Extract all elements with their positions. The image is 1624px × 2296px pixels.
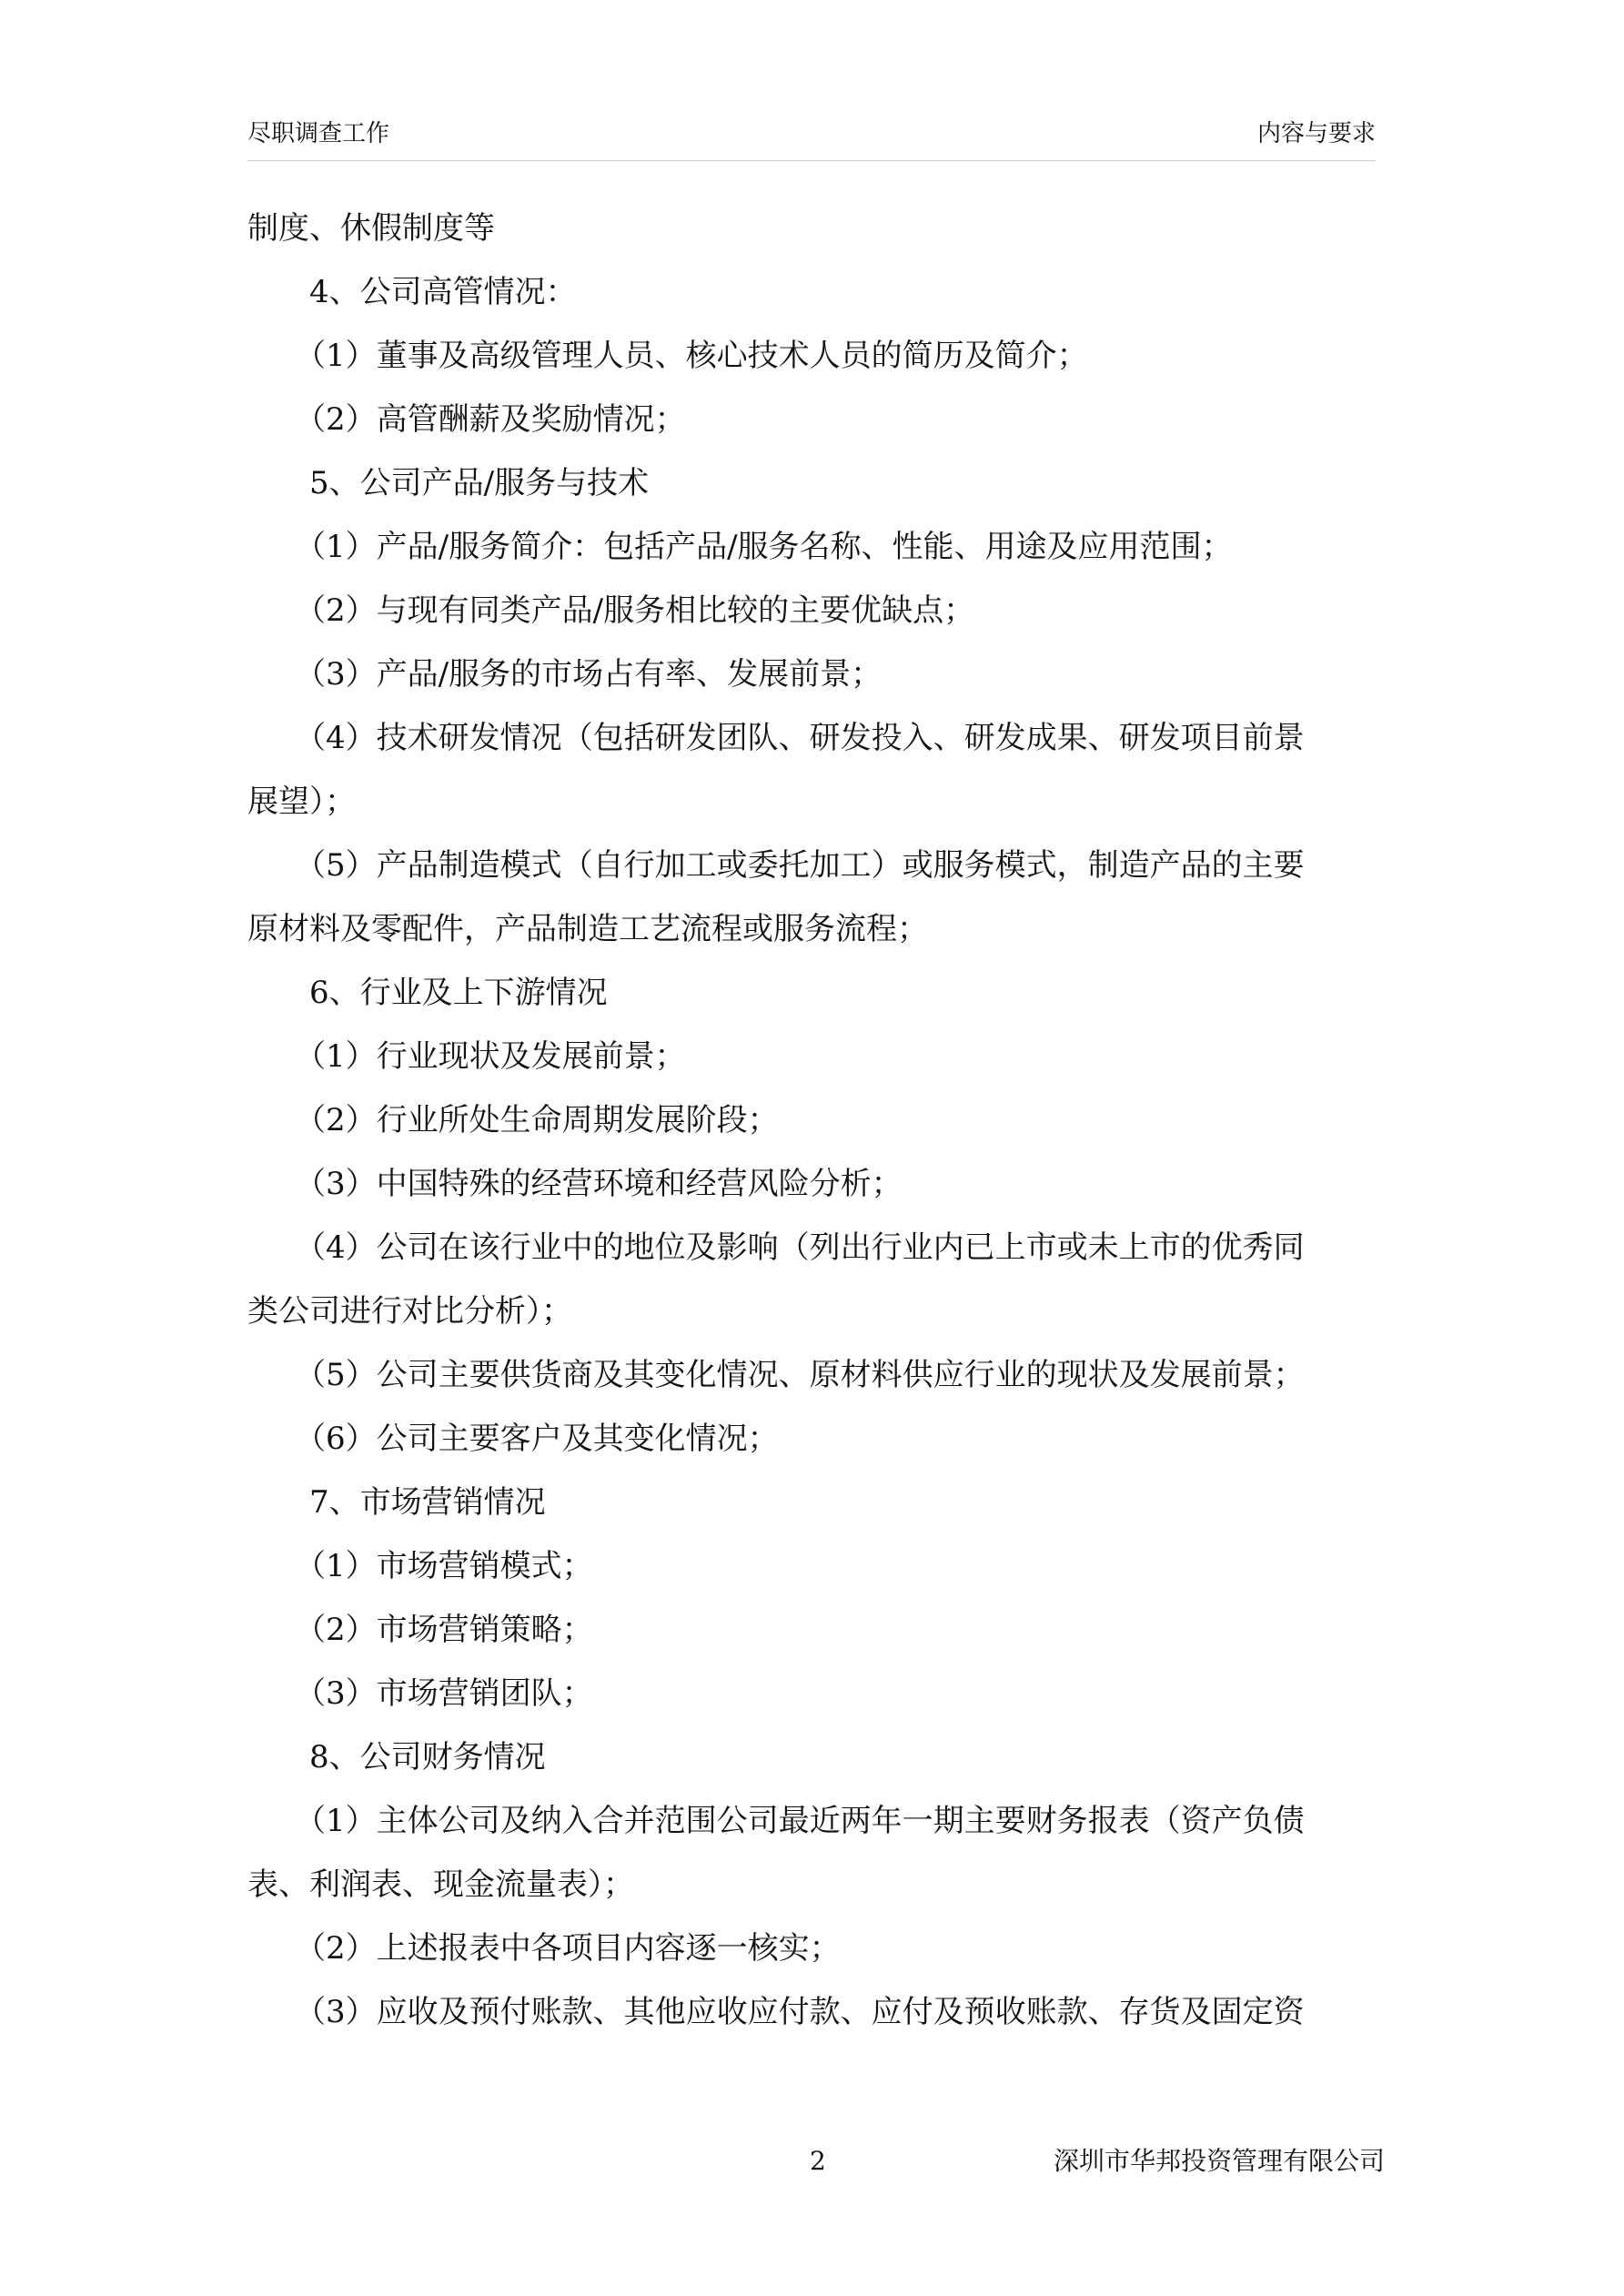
- page-header: [247, 114, 1376, 154]
- text-line: （2）市场营销策略；: [295, 1612, 593, 1648]
- text-line: （2）与现有同类产品/服务相比较的主要优缺点；: [295, 592, 975, 629]
- text-line: （3）中国特殊的经营环境和经营风险分析；: [295, 1166, 903, 1202]
- text-line: 制度、休假制度等: [247, 210, 495, 247]
- text-line: 4、公司高管情况：: [309, 274, 577, 310]
- text-line: （6）公司主要客户及其变化情况；: [295, 1421, 779, 1457]
- text-line: （3）市场营销团队；: [295, 1675, 593, 1712]
- text-line: （3）应收及预付账款、其他应收应付款、应付及预收账款、存货及固定资: [295, 1994, 1305, 2030]
- text-line: （1）行业现状及发展前景；: [295, 1038, 686, 1075]
- text-line: （1）市场营销模式；: [295, 1548, 593, 1584]
- header-right-title: 内容与要求: [1256, 120, 1376, 147]
- text-line: （4）公司在该行业中的地位及影响（列出行业内已上市或未上市的优秀同: [295, 1229, 1305, 1266]
- page-footer: [247, 2139, 1385, 2184]
- text-line: 5、公司产品/服务与技术: [309, 465, 650, 501]
- text-line: 原材料及零配件，产品制造工艺流程或服务流程；: [247, 911, 928, 947]
- text-line: （3）产品/服务的市场占有率、发展前景；: [295, 656, 883, 693]
- page-number: 2: [810, 2146, 826, 2176]
- text-line: （2）行业所处生命周期发展阶段；: [295, 1102, 779, 1138]
- text-line: （4）技术研发情况（包括研发团队、研发投入、研发成果、研发项目前景: [295, 720, 1305, 756]
- text-line: （1）产品/服务简介：包括产品/服务名称、性能、用途及应用范围；: [295, 529, 1233, 565]
- text-line: 表、利润表、现金流量表）；: [247, 1866, 634, 1903]
- text-line: 展望）；: [247, 784, 356, 820]
- text-line: 类公司进行对比分析）；: [247, 1293, 572, 1330]
- header-left-title: 尽职调查工作: [247, 120, 390, 147]
- text-line: （5）产品制造模式（自行加工或委托加工）或服务模式，制造产品的主要: [295, 847, 1305, 884]
- text-line: （2）上述报表中各项目内容逐一核实；: [295, 1930, 841, 1967]
- text-line: （1）主体公司及纳入合并范围公司最近两年一期主要财务报表（资产负债: [295, 1803, 1305, 1839]
- text-line: （1）董事及高级管理人员、核心技术人员的简历及简介；: [295, 338, 1088, 374]
- text-line: （2）高管酬薪及奖励情况；: [295, 401, 686, 438]
- header-divider: [247, 160, 1376, 161]
- text-line: （5）公司主要供货商及其变化情况、原材料供应行业的现状及发展前景；: [295, 1357, 1305, 1393]
- text-line: 7、市场营销情况: [309, 1484, 546, 1521]
- footer-company-name: 深圳市华邦投资管理有限公司: [1053, 2146, 1385, 2176]
- text-line: 6、行业及上下游情况: [309, 975, 608, 1011]
- body-text: [247, 197, 1385, 2044]
- text-line: 8、公司财务情况: [309, 1739, 546, 1775]
